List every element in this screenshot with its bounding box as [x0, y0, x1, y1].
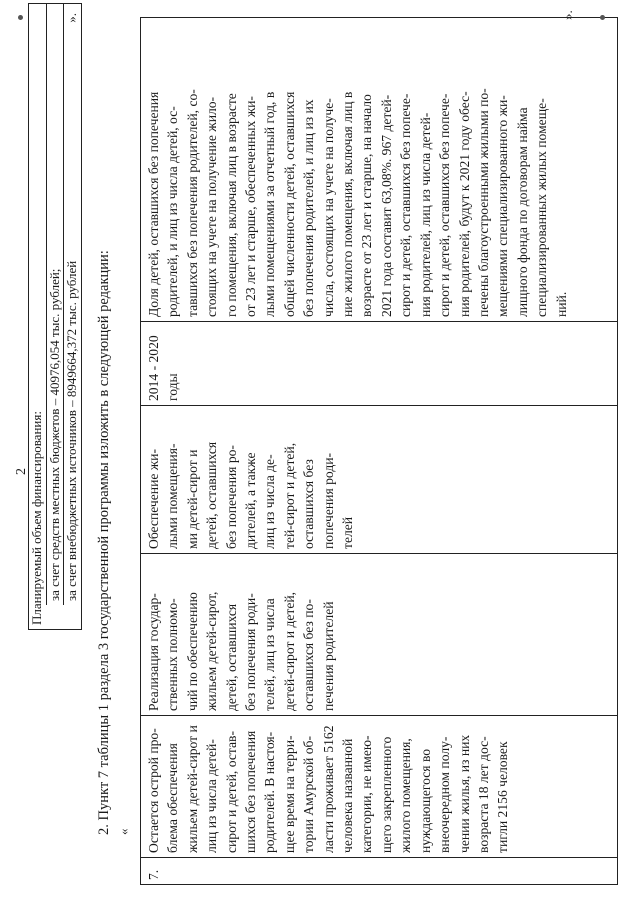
problem-line: человека названной: [340, 738, 356, 853]
indicator-line: печены благоустроенными жилыми по-: [475, 88, 491, 317]
problem-line: жилого помещения,: [398, 738, 414, 853]
indicator-line: ния родителей, лиц из числа детей-: [417, 112, 433, 317]
page-number: 2: [14, 468, 29, 475]
problem-line: родителей. В настоя-: [262, 731, 278, 853]
program-table: [140, 17, 618, 885]
punch-hole-mark: [600, 15, 605, 20]
indicator-line: лыми помещениями за отчетный год, в: [262, 91, 278, 317]
indicator-line: го помещения, включая лиц в возрасте: [223, 93, 239, 317]
task-line: детей, оставшихся: [223, 603, 239, 711]
column-divider: [141, 405, 617, 406]
problem-line: чении жилья, из них: [456, 734, 472, 853]
rotated-page: [0, 5, 640, 895]
problem-line: тории Амурской об-: [301, 736, 317, 853]
goal-cell: [144, 442, 357, 549]
indicator-line: ние жилого помещения, включая лиц в: [340, 91, 356, 317]
problem-line: сирот и детей, остав-: [223, 731, 239, 853]
indicator-line: числа, состоящих на учете на получе-: [320, 98, 336, 317]
goal-line: детей, оставшихся: [204, 441, 220, 549]
problem-line: категории, не имею-: [359, 735, 375, 853]
problem-line: блема обеспечения: [165, 743, 181, 853]
goal-line: телей: [340, 516, 356, 549]
indicator-line: от 23 лет и старше, обеспеченных жи-: [243, 96, 259, 317]
column-divider: [141, 857, 617, 858]
indicator-line: ния родителей, будут к 2021 году обес-: [456, 91, 472, 317]
problem-line: шихся без попечения: [243, 730, 259, 853]
indicator-line: сирот и детей, оставшихся без попече-: [398, 93, 414, 317]
financing-title: Планируемый объем финансирования:: [29, 411, 44, 625]
indicator-line: мещениями специализированного жи-: [495, 95, 511, 317]
indicator-line: ний.: [553, 291, 569, 317]
column-divider: [141, 715, 617, 716]
indicator-line: без попечения родителей, и лиц из их: [301, 99, 317, 317]
financing-local-budget: за счет средств местных бюджетов – 40976,054 тыс. рублей;: [46, 4, 64, 605]
problem-line: возраста 18 лет дос-: [475, 736, 491, 853]
row-number: 7.: [146, 869, 161, 880]
problem-line: щее время на терри-: [281, 735, 297, 853]
indicator-line: общей численности детей, оставшихся: [281, 91, 297, 317]
problem-line: внеочередном полу-: [437, 736, 453, 853]
closing-quote-2: ».: [560, 10, 575, 20]
period-line: годы: [165, 373, 181, 401]
goal-line: лиц из числа де-: [262, 454, 278, 549]
indicator-line: 2021 года составит 63,08%. 967 детей-: [378, 94, 394, 317]
column-divider: [141, 553, 617, 554]
financing-extra-budget: за счет внебюджетных источников – 8949664,372 тыс. рублей: [63, 4, 81, 605]
task-line: без попечения роди-: [243, 593, 259, 711]
indicator-line: возрасте от 23 лет и старше, на начало: [359, 94, 375, 317]
financing-box: [28, 3, 82, 630]
problem-line: ласти проживает 5162: [320, 725, 336, 853]
goal-line: лыми помещения-: [165, 443, 181, 549]
goal-line: оставшихся без: [301, 459, 317, 549]
indicator-line: тавшихся без попечения родителей, со-: [184, 89, 200, 317]
task-line: оставшихся без по-: [301, 599, 317, 711]
column-divider: [141, 321, 617, 322]
task-cell: [144, 592, 338, 711]
problem-cell: [144, 725, 513, 853]
task-line: жильем детей-сирот,: [204, 591, 220, 711]
problem-line: жильем детей-сирот и: [184, 725, 200, 853]
goal-line: ми детей-сирот и: [184, 449, 200, 549]
problem-line: тигли 2156 человек: [495, 741, 511, 853]
indicator-line: сирот и детей, оставшихся без попече-: [437, 93, 453, 317]
opening-quote: «: [116, 828, 131, 835]
problem-line: нуждающегося во: [417, 748, 433, 853]
goal-line: тей-сирот и детей,: [281, 442, 297, 549]
indicator-line: Доля детей, оставшихся без попечения: [146, 91, 161, 317]
goal-line: без попечения ро-: [223, 445, 239, 549]
punch-hole-mark: [18, 15, 23, 20]
problem-line: Остается острой про-: [146, 728, 161, 853]
indicator-line: родителей, и лиц из числа детей, ос-: [165, 106, 181, 317]
indicator-line: лищного фонда по договорам найма: [514, 107, 530, 317]
goal-line: Обеспечение жи-: [146, 449, 161, 549]
indicator-line: специализированных жилых помеще-: [534, 98, 550, 317]
task-line: печения родителей: [320, 601, 336, 711]
task-line: Реализация государ-: [146, 593, 161, 711]
task-line: ственных полномо-: [165, 598, 181, 711]
indicator-line: стоящих на учете на получение жило-: [204, 96, 220, 317]
problem-line: щего закрепленного: [378, 736, 394, 853]
task-line: чий по обеспечению: [184, 592, 200, 711]
period-line: 2014 - 2020: [146, 335, 161, 401]
period-cell: [144, 335, 183, 401]
closing-quote-1: ».: [64, 13, 79, 23]
indicator-cell: [144, 88, 571, 317]
goal-line: попечения роди-: [320, 452, 336, 549]
amendment-paragraph: 2. Пункт 7 таблицы 1 раздела 3 государственной программы изложить в следующей редакции:: [96, 250, 112, 835]
task-line: детей-сирот и детей,: [281, 591, 297, 711]
task-line: телей, лиц из числа: [262, 598, 278, 711]
problem-line: лиц из числа детей-: [204, 739, 220, 853]
goal-line: дителей, а также: [243, 452, 259, 549]
